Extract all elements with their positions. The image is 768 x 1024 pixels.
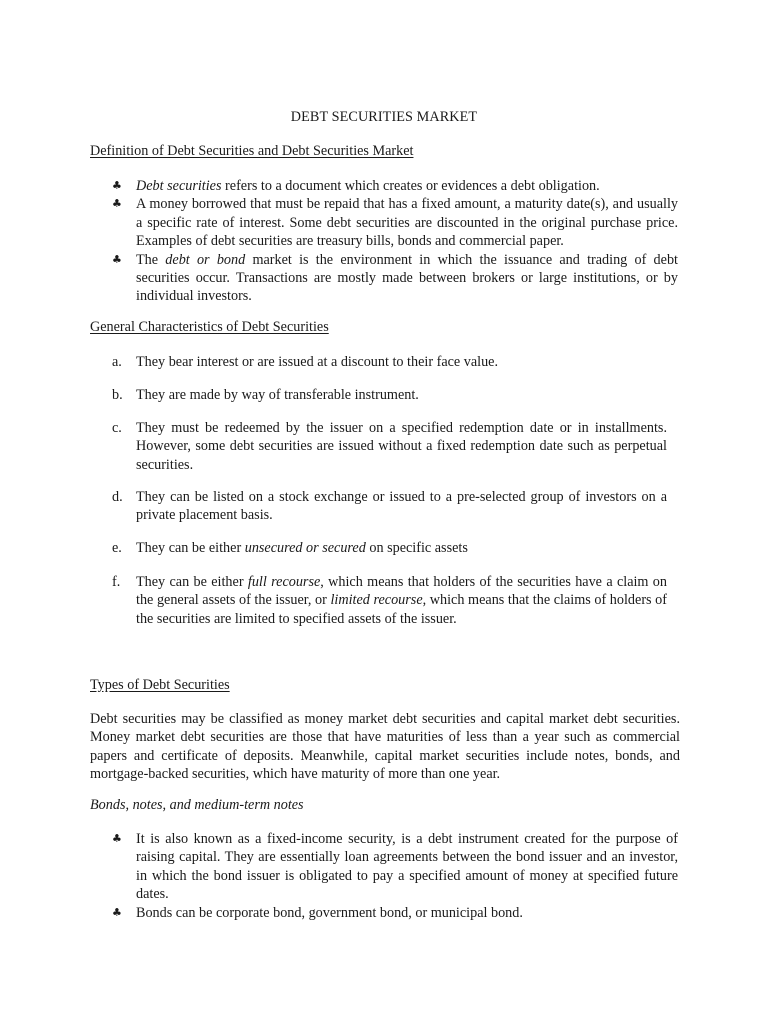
item-text: They are made by way of transferable instrument. <box>136 387 419 403</box>
list-item <box>0 573 768 628</box>
list-item <box>0 251 678 306</box>
bullet-prefix: The <box>136 251 166 268</box>
bonds-bullet-list <box>0 830 768 922</box>
bullet-text: refers to a document which creates or evidences a debt obligation. <box>221 178 600 194</box>
item-text: They bear interest or are issued at a discount to their face value. <box>136 354 499 370</box>
section-heading-types: Types of Debt Securities <box>90 677 230 693</box>
bullet-text: It is also known as a fixed-income security, is a debt instrument created for the purpose of raising capital. They are essentially loan agreements between the bond issuer and an investor, in which the bond issuer is obligated to pay a specified amount of money at specified future dates. <box>136 831 678 903</box>
section-heading-definition: Definition of Debt Securities and Debt Securities Market <box>90 143 414 159</box>
item-text <box>136 539 667 557</box>
list-item <box>0 195 678 250</box>
club-bullet-icon: ♣ <box>112 905 122 919</box>
list-item <box>0 904 678 922</box>
term-debt-securities: Debt securities <box>136 178 222 194</box>
list-item <box>0 488 768 525</box>
list-letter: b. <box>112 387 123 403</box>
list-letter: d. <box>112 489 123 505</box>
term-full-recourse: full recourse <box>247 574 321 590</box>
list-letter: c. <box>112 420 122 436</box>
club-bullet-icon: ♣ <box>112 252 122 266</box>
list-letter: a. <box>112 354 122 370</box>
club-bullet-icon: ♣ <box>112 197 122 211</box>
section-heading-characteristics: General Characteristics of Debt Securities <box>90 319 329 335</box>
definition-bullet-list <box>0 177 768 306</box>
list-letter: e. <box>112 540 122 556</box>
item-text-part: They can be either <box>136 574 248 590</box>
term-debt-or-bond: debt or bond <box>165 251 246 268</box>
term-unsecured-secured: unsecured or secured <box>244 540 366 556</box>
list-item <box>0 539 768 557</box>
bullet-text: A money borrowed that must be repaid that has a fixed amount, a maturity date(s), and usually a specific rate of interest. Some debt securities are discounted in the original purchase price. Examples of debt securities are treasury bills, bonds and commercial paper. <box>136 196 678 250</box>
bullet-text: Bonds can be corporate bond, government bond, or municipal bond. <box>136 904 523 921</box>
club-bullet-icon: ♣ <box>112 179 122 192</box>
list-item <box>0 177 678 195</box>
item-text-part: They can be either <box>136 540 245 556</box>
subheading-bonds-notes: Bonds, notes, and medium-term notes <box>90 797 304 813</box>
item-text-part: , which means that holders of the securities have a claim on the general assets of the issuer, or <box>136 574 667 609</box>
list-letter: f. <box>112 574 121 590</box>
list-item <box>0 419 768 474</box>
club-bullet-icon: ♣ <box>112 832 122 845</box>
bullet-text: market is the environment in which the issuance and trading of debt securities occur. Transactions are mostly made between brokers or large institutions, or by individual investors. <box>136 251 678 305</box>
term-limited-recourse: limited recourse <box>330 592 423 609</box>
item-text-part: , which means that the claims of holders of the securities are limited to specified assets of the issuer. <box>136 592 667 627</box>
item-text <box>136 573 667 628</box>
item-text: They can be listed on a stock exchange or issued to a pre-selected group of investors on a private placement basis. <box>136 489 667 524</box>
item-text-part: on specific assets <box>365 540 468 556</box>
item-text: They must be redeemed by the issuer on a specified redemption date or in installments. However, some debt securities are issued without a fixed redemption date such as perpetual securities. <box>136 420 667 473</box>
list-item <box>0 830 678 904</box>
list-item <box>0 386 768 404</box>
page-title: DEBT SECURITIES MARKET <box>290 109 478 125</box>
list-item <box>0 353 768 371</box>
types-paragraph: Debt securities may be classified as money market debt securities and capital market debt securities. Money market debt securities are those that have maturities of less than a year such as commercial papers and certificate of deposits. Meanwhile, capital market securities include notes, bonds, and mortgage-backed securities, which have maturity of more than one year. <box>90 711 680 783</box>
